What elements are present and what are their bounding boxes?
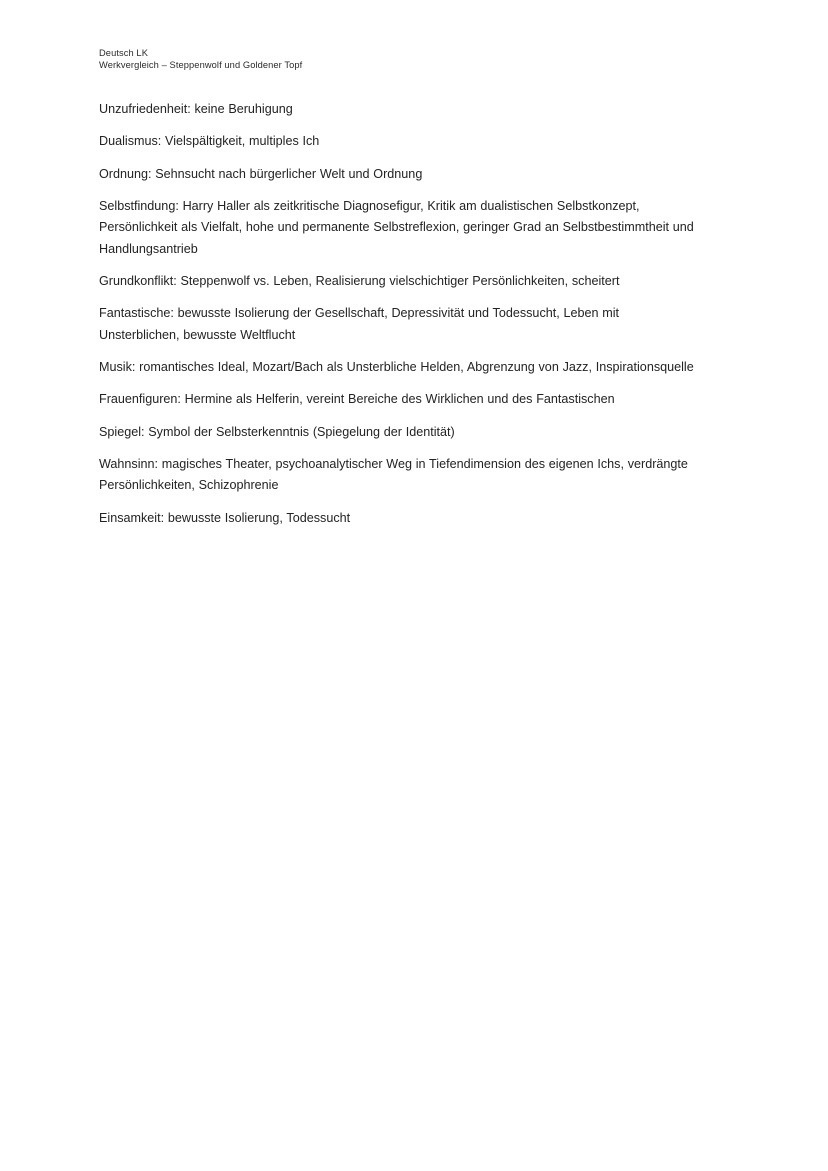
body-paragraph: Grundkonflikt: Steppenwolf vs. Leben, Realisierung vielschichtiger Persönlichkeiten, scheitert	[99, 273, 620, 288]
body-paragraph: Unzufriedenheit: keine Beruhigung	[99, 102, 293, 116]
body-paragraph: Dualismus: Vielspältigkeit, multiples Ich	[99, 134, 320, 149]
header-course-label: Deutsch LK	[99, 48, 148, 58]
body-paragraph: Musik: romantisches Ideal, Mozart/Bach als Unsterbliche Helden, Abgrenzung von Jazz, Inspirationsquelle	[99, 359, 694, 374]
header-topic-label: Werkvergleich – Steppenwolf und Goldener Topf	[99, 60, 303, 71]
body-paragraph: Frauenfiguren: Hermine als Helferin, vereint Bereiche des Wirklichen und des Fantastischen	[99, 392, 615, 407]
document-header	[99, 47, 699, 72]
body-paragraph: Fantastische: bewusste Isolierung der Gesellschaft, Depressivität und Todessucht, Leben mit Unsterblichen, bewusste Weltflucht	[99, 306, 620, 342]
body-paragraph: Ordnung: Sehnsucht nach bürgerlicher Welt und Ordnung	[99, 166, 423, 181]
document-body	[99, 99, 698, 529]
body-paragraph: Wahnsinn: magisches Theater, psychoanalytischer Weg in Tiefendimension des eigenen Ichs, verdrängte Persönlichkeiten, Schizophrenie	[99, 457, 688, 493]
body-paragraph: Spiegel: Symbol der Selbsterkenntnis (Spiegelung der Identität)	[99, 424, 455, 439]
body-paragraph: Einsamkeit: bewusste Isolierung, Todessucht	[99, 510, 351, 525]
body-paragraph: Selbstfindung: Harry Haller als zeitkritische Diagnosefigur, Kritik am dualistischen Selbstkonzept, Persönlichkeit als Vielfalt, hohe und permanente Selbstreflexion, geringer Grad an Selbstbestimmtheit und Handlungsantrieb	[99, 199, 694, 256]
